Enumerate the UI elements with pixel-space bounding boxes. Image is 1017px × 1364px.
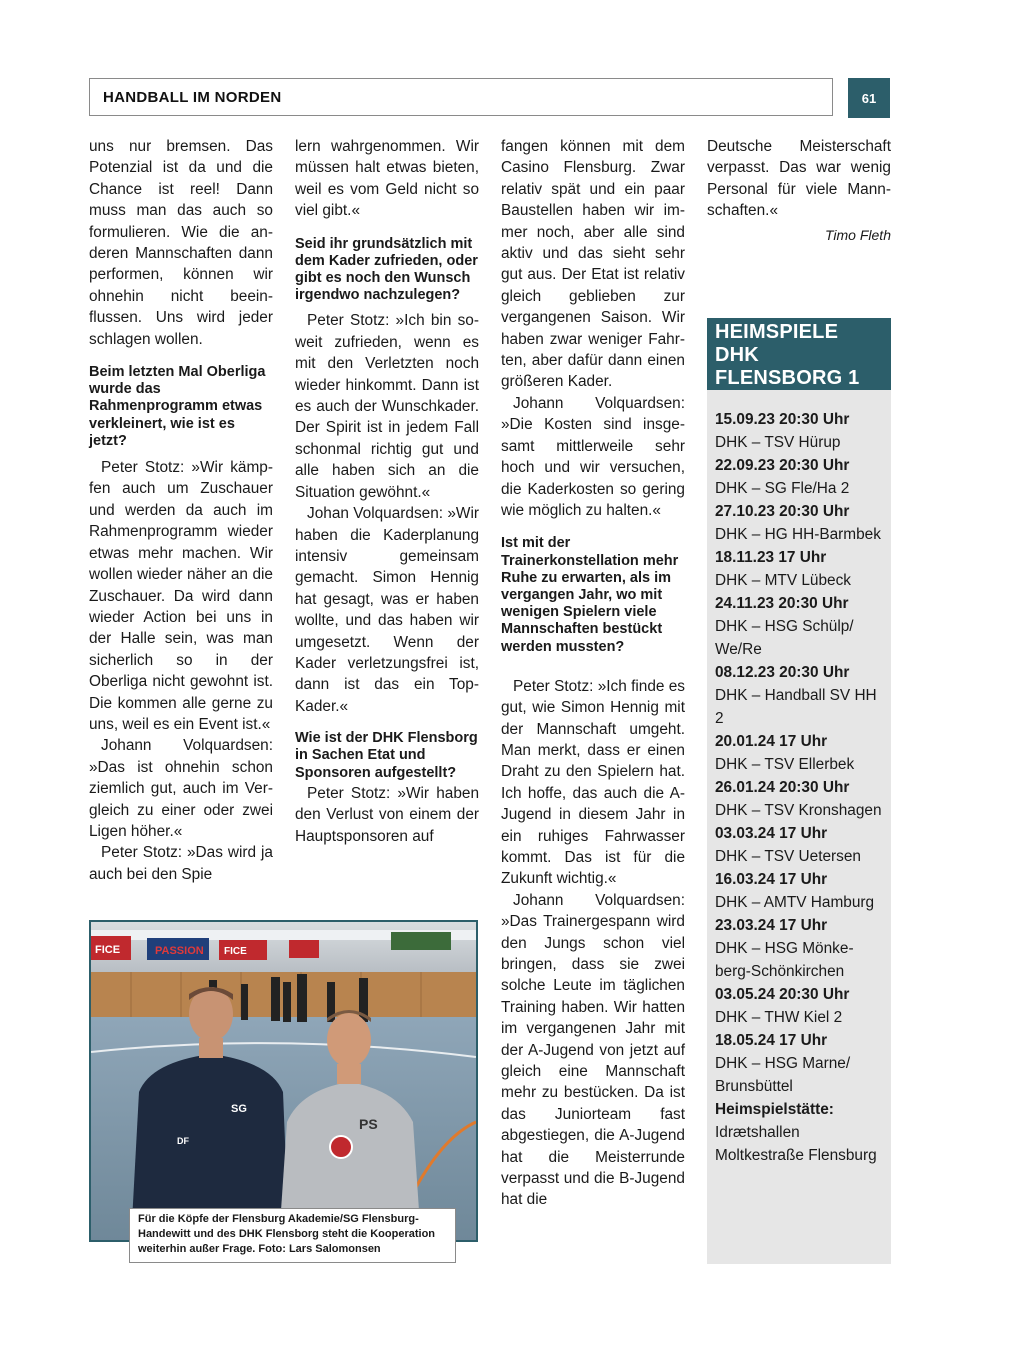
- article-paragraph: fangen können mit dem Casino Flensburg. Zwar relativ spät und ein paar Baustellen haben wir immer noch, aber alle sind aktiv und das sieht sehr gut aus. Der Etat ist relativ gleich geblieben zur vergangenen Saison. Wir haben zwar weniger Fahrten, aber dafür dann einen größeren Kader.: [501, 138, 685, 391]
- game-date: 16.03.24 17 Uhr: [715, 871, 828, 888]
- game-match: DHK – HSG Mönkeberg-Schönkirchen: [715, 940, 854, 980]
- section-title: HANDBALL IM NORDEN: [103, 89, 282, 106]
- game-match: DHK – TSV Ellerbek: [715, 756, 855, 773]
- article-column-3: [501, 136, 685, 1211]
- venue-name: Idrætshallen Moltkestraße Flensburg: [715, 1124, 877, 1164]
- game-entry: [715, 730, 883, 776]
- game-match: DHK – MTV Lübeck: [715, 572, 851, 589]
- article-paragraph: Peter Stotz: »Ich bin soweit zufrieden, wenn es mit den Verletzten noch wieder hinkommt. Dann ist es auch der Wunschkader. Der Spirit ist in jedem Fall schonmal richtig gut und alle haben sich an die Situation gewöhnt.«: [295, 312, 479, 501]
- game-entry: [715, 983, 883, 1029]
- gym-photo-illustration: [91, 922, 476, 1240]
- article-paragraph: Peter Stotz: »Ich finde es gut, wie Simon Hennig mit der Mannschaft umgeht. Man merkt, dass er einen Draht zu den Spielern hat. Ich hoffe, das auch die A-Jugend in diesem Jahr in ein ruhiges Fahrwasser kommt. Das ist für die Zukunft wichtig.«: [501, 677, 685, 888]
- svg-text:DF: DF: [177, 1136, 189, 1146]
- article-paragraph: Johann Volquardsen: »Das ist ohnehin schon ziemlich gut, auch im Vergleich zu einer oder zwei Ligen höher.«: [89, 737, 273, 840]
- article-paragraph: Peter Stotz: »Das wird ja auch bei den Spie: [89, 844, 273, 883]
- home-games-title: HEIMSPIELE DHK FLENSBORG 1: [707, 318, 891, 390]
- article-paragraph: uns nur bremsen. Das Potenzial ist da und die Chance ist reel! Dann muss man das auch so formulieren. Wie die anderen Mannschaften dann performen, können wir ohnehin nicht beeinflussen. Uns wird jeder schlagen wollen.: [89, 138, 273, 348]
- team-photo: [89, 920, 478, 1242]
- game-entry: [715, 408, 883, 454]
- page-number: 61: [848, 78, 890, 118]
- game-date: 08.12.23 20:30 Uhr: [715, 664, 850, 681]
- game-date: 26.01.24 20:30 Uhr: [715, 779, 850, 796]
- home-games-box: [707, 318, 891, 1264]
- game-date: 23.03.24 17 Uhr: [715, 917, 828, 934]
- interview-question: Wie ist der DHK Flensborg in Sachen Etat und Sponsoren aufgestellt?: [295, 730, 478, 781]
- interview-question: Seid ihr grundsätzlich mit dem Kader zufrieden, oder gibt es noch den Wunsch irgendwo nachzulegen?: [295, 235, 478, 304]
- game-date: 03.05.24 20:30 Uhr: [715, 986, 850, 1003]
- game-date: 24.11.23 20:30 Uhr: [715, 595, 849, 612]
- game-entry: [715, 546, 883, 592]
- game-date: 22.09.23 20:30 Uhr: [715, 457, 850, 474]
- article-paragraph: Johan Volquardsen: »Wir haben die Kaderplanung intensiv gemeinsam gemacht. Simon Hennig hat gesagt, was er haben wollte, und das haben wir umgesetzt. Wenn der Kader verletzungsfrei ist, dann ist das ein Top-Kader.«: [295, 505, 479, 715]
- interview-question: Beim letzten Mal Oberliga wurde das Rahmenprogramm etwas verkleinert, wie ist es jetzt?: [89, 364, 266, 449]
- game-match: DHK – TSV Uetersen: [715, 848, 861, 865]
- svg-text:SG: SG: [231, 1103, 247, 1115]
- game-date: 18.05.24 17 Uhr: [715, 1032, 828, 1049]
- game-entry: [715, 822, 883, 868]
- game-date: 27.10.23 20:30 Uhr: [715, 503, 850, 520]
- game-match: DHK – AMTV Hamburg: [715, 894, 875, 911]
- game-match: DHK – TSV Hürup: [715, 434, 841, 451]
- game-date: 18.11.23 17 Uhr: [715, 549, 827, 566]
- article-paragraph: Johann Volquardsen: »Die Kosten sind insgesamt mittlerweile sehr hoch und wir versuchen, die Kaderkosten so gering wie möglich zu halten.«: [501, 394, 685, 519]
- game-match: DHK – TSV Kronshagen: [715, 802, 882, 819]
- article-paragraph: lern wahrgenommen. Wir müssen halt etwas bieten, weil es vom Geld nicht so viel gibt.«: [295, 138, 479, 220]
- article-column-1: [89, 136, 273, 885]
- game-entry: [715, 776, 883, 822]
- banner-text-2: PASSION: [155, 945, 204, 957]
- game-match: DHK – THW Kiel 2: [715, 1009, 843, 1026]
- home-games-list: [707, 390, 891, 1167]
- banner-text-1: FICE: [95, 944, 121, 956]
- game-entry: [715, 914, 883, 983]
- game-entry: [715, 661, 883, 730]
- banner-text-3: FICE: [224, 946, 247, 957]
- article-paragraph: Johann Volquardsen: »Das Trainergespann wird den Jungs schon viel bringen, dass sie zwei solche Leute im täglichen Training haben. Wir hatten im vergangenen Jahr mit der A-Jugend von jetzt auf gleich eine Mannschaft mehr zu bestücken. Da ist das Juniorteam fast abgestiegen, die A-Jugend hat die Meisterrunde verpasst und die B-Jugend hat die: [501, 891, 685, 1209]
- shirt-initials: PS: [359, 1116, 378, 1132]
- game-match: DHK – HG HH-Barmbek: [715, 526, 881, 543]
- photo-caption: Für die Köpfe der Flensburg Akademie/SG Flensburg-Handewitt und des DHK Flensborg steht die Kooperation weiterhin außer Frage. Foto: Lars Salomonsen: [129, 1208, 456, 1263]
- interview-question: Ist mit der Trainerkonstellation mehr Ruhe zu erwarten, als im vergangen Jahr, wo mit wenigen Spielern viele Mannschaften bestückt werden mussten?: [501, 535, 679, 655]
- game-match: DHK – SG Fle/Ha 2: [715, 480, 850, 497]
- section-header: [89, 78, 833, 116]
- article-paragraph: Deutsche Meisterschaft verpasst. Das war wenig Personal für viele Mannschaften.«: [707, 138, 891, 220]
- game-match: DHK – Handball SV HH 2: [715, 687, 877, 727]
- game-match: DHK – HSG Marne/ Brunsbüttel: [715, 1055, 851, 1095]
- article-column-2: [295, 136, 479, 847]
- article-paragraph: Peter Stotz: »Wir haben den Verlust von einem der Hauptsponsoren auf: [295, 784, 479, 845]
- game-date: 20.01.24 17 Uhr: [715, 733, 828, 750]
- game-entry: [715, 500, 883, 546]
- venue-label: Heimspielstätte:: [715, 1101, 834, 1118]
- author-name: Timo Fleth: [824, 226, 891, 243]
- game-entry: [715, 868, 883, 914]
- game-entry: [715, 592, 883, 661]
- game-match: DHK – HSG Schülp/ We/Re: [715, 618, 854, 658]
- game-date: 03.03.24 17 Uhr: [715, 825, 828, 842]
- game-entry: [715, 1029, 883, 1098]
- article-paragraph: Peter Stotz: »Wir kämpfen auch um Zuschauer und werden da auch im Rahmenprogramm wieder etwas mehr machen. Wir wollen wieder näher an die Zuschauer. Da wird dann wieder Action bei uns in der Halle sein, was man sicherlich so in der Oberliga nicht gewohnt ist. Die kommen alle gerne zu uns, weil es ein Event ist.«: [89, 459, 273, 733]
- article-column-4: [707, 136, 891, 245]
- game-date: 15.09.23 20:30 Uhr: [715, 411, 850, 428]
- game-entry: [715, 454, 883, 500]
